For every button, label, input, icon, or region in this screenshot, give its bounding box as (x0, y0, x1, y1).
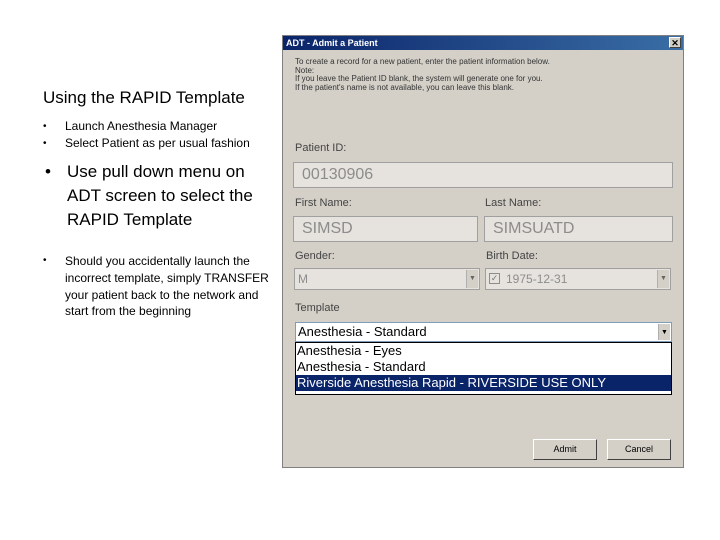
template-select[interactable] (295, 322, 672, 342)
gender-label: Gender: (295, 250, 335, 262)
intro-line: If you leave the Patient ID blank, the system will generate one for you. (295, 74, 543, 83)
bullet-icon: • (43, 255, 47, 266)
template-label: Template (295, 302, 340, 314)
list-item (43, 118, 268, 135)
bullet-icon: • (45, 162, 51, 181)
chevron-down-icon[interactable]: ▼ (657, 270, 669, 288)
note-text: Should you accidentally launch the incorrect template, simply TRANSFER your patient back to the network and start from the beginning (65, 254, 269, 319)
step-list (43, 118, 268, 152)
birth-date-label: Birth Date: (486, 250, 538, 262)
birth-date-value: 1975-12-31 (506, 272, 568, 286)
template-option-standard[interactable]: Anesthesia - Standard (297, 359, 426, 374)
close-button[interactable] (669, 37, 681, 48)
template-dropdown-list (295, 342, 672, 395)
step-text: Launch Anesthesia Manager (65, 119, 218, 133)
patient-id-field[interactable] (293, 162, 673, 188)
chevron-down-icon[interactable]: ▼ (466, 270, 478, 288)
intro-text (295, 58, 550, 92)
template-selected-value: Anesthesia - Standard (298, 324, 427, 339)
template-option-eyes[interactable]: Anesthesia - Eyes (297, 343, 402, 358)
bullet-icon: • (43, 138, 47, 149)
intro-line: Note: (295, 65, 315, 75)
first-name-value: SIMSD (302, 220, 353, 237)
first-name-label: First Name: (295, 197, 352, 209)
bullet-icon: • (43, 121, 47, 132)
patient-id-value: 00130906 (302, 166, 374, 183)
slide-title: Using the RAPID Template (43, 88, 245, 107)
main-point (43, 160, 271, 232)
gender-select[interactable] (294, 268, 480, 290)
template-option-riverside-rapid[interactable]: Riverside Anesthesia Rapid - RIVERSIDE USE ONLY (296, 375, 671, 391)
step-text: Select Patient as per usual fashion (65, 136, 250, 150)
cancel-button[interactable]: Cancel (607, 439, 671, 460)
intro-line: To create a record for a new patient, enter the patient information below. (295, 57, 550, 66)
dialog-title: ADT - Admit a Patient (286, 38, 378, 48)
gender-value: M (298, 272, 308, 286)
last-name-field[interactable] (484, 216, 673, 242)
check-icon: ✓ (490, 273, 499, 283)
admit-button[interactable]: Admit (533, 439, 597, 460)
first-name-field[interactable] (293, 216, 478, 242)
birth-date-picker[interactable] (485, 268, 671, 290)
note-point (43, 253, 271, 320)
last-name-value: SIMSUATD (493, 220, 575, 237)
main-point-text: Use pull down menu on ADT screen to select the RAPID Template (67, 162, 253, 229)
patient-id-label: Patient ID: (295, 142, 347, 154)
chevron-down-icon[interactable]: ▼ (658, 324, 670, 340)
list-item (43, 135, 268, 152)
last-name-label: Last Name: (485, 197, 542, 209)
intro-line: If the patient's name is not available, you can leave this blank. (295, 82, 514, 92)
birth-date-checkbox[interactable] (489, 273, 500, 284)
close-icon: ✕ (671, 38, 679, 48)
adt-dialog (282, 35, 684, 468)
title-bar[interactable] (283, 36, 683, 50)
